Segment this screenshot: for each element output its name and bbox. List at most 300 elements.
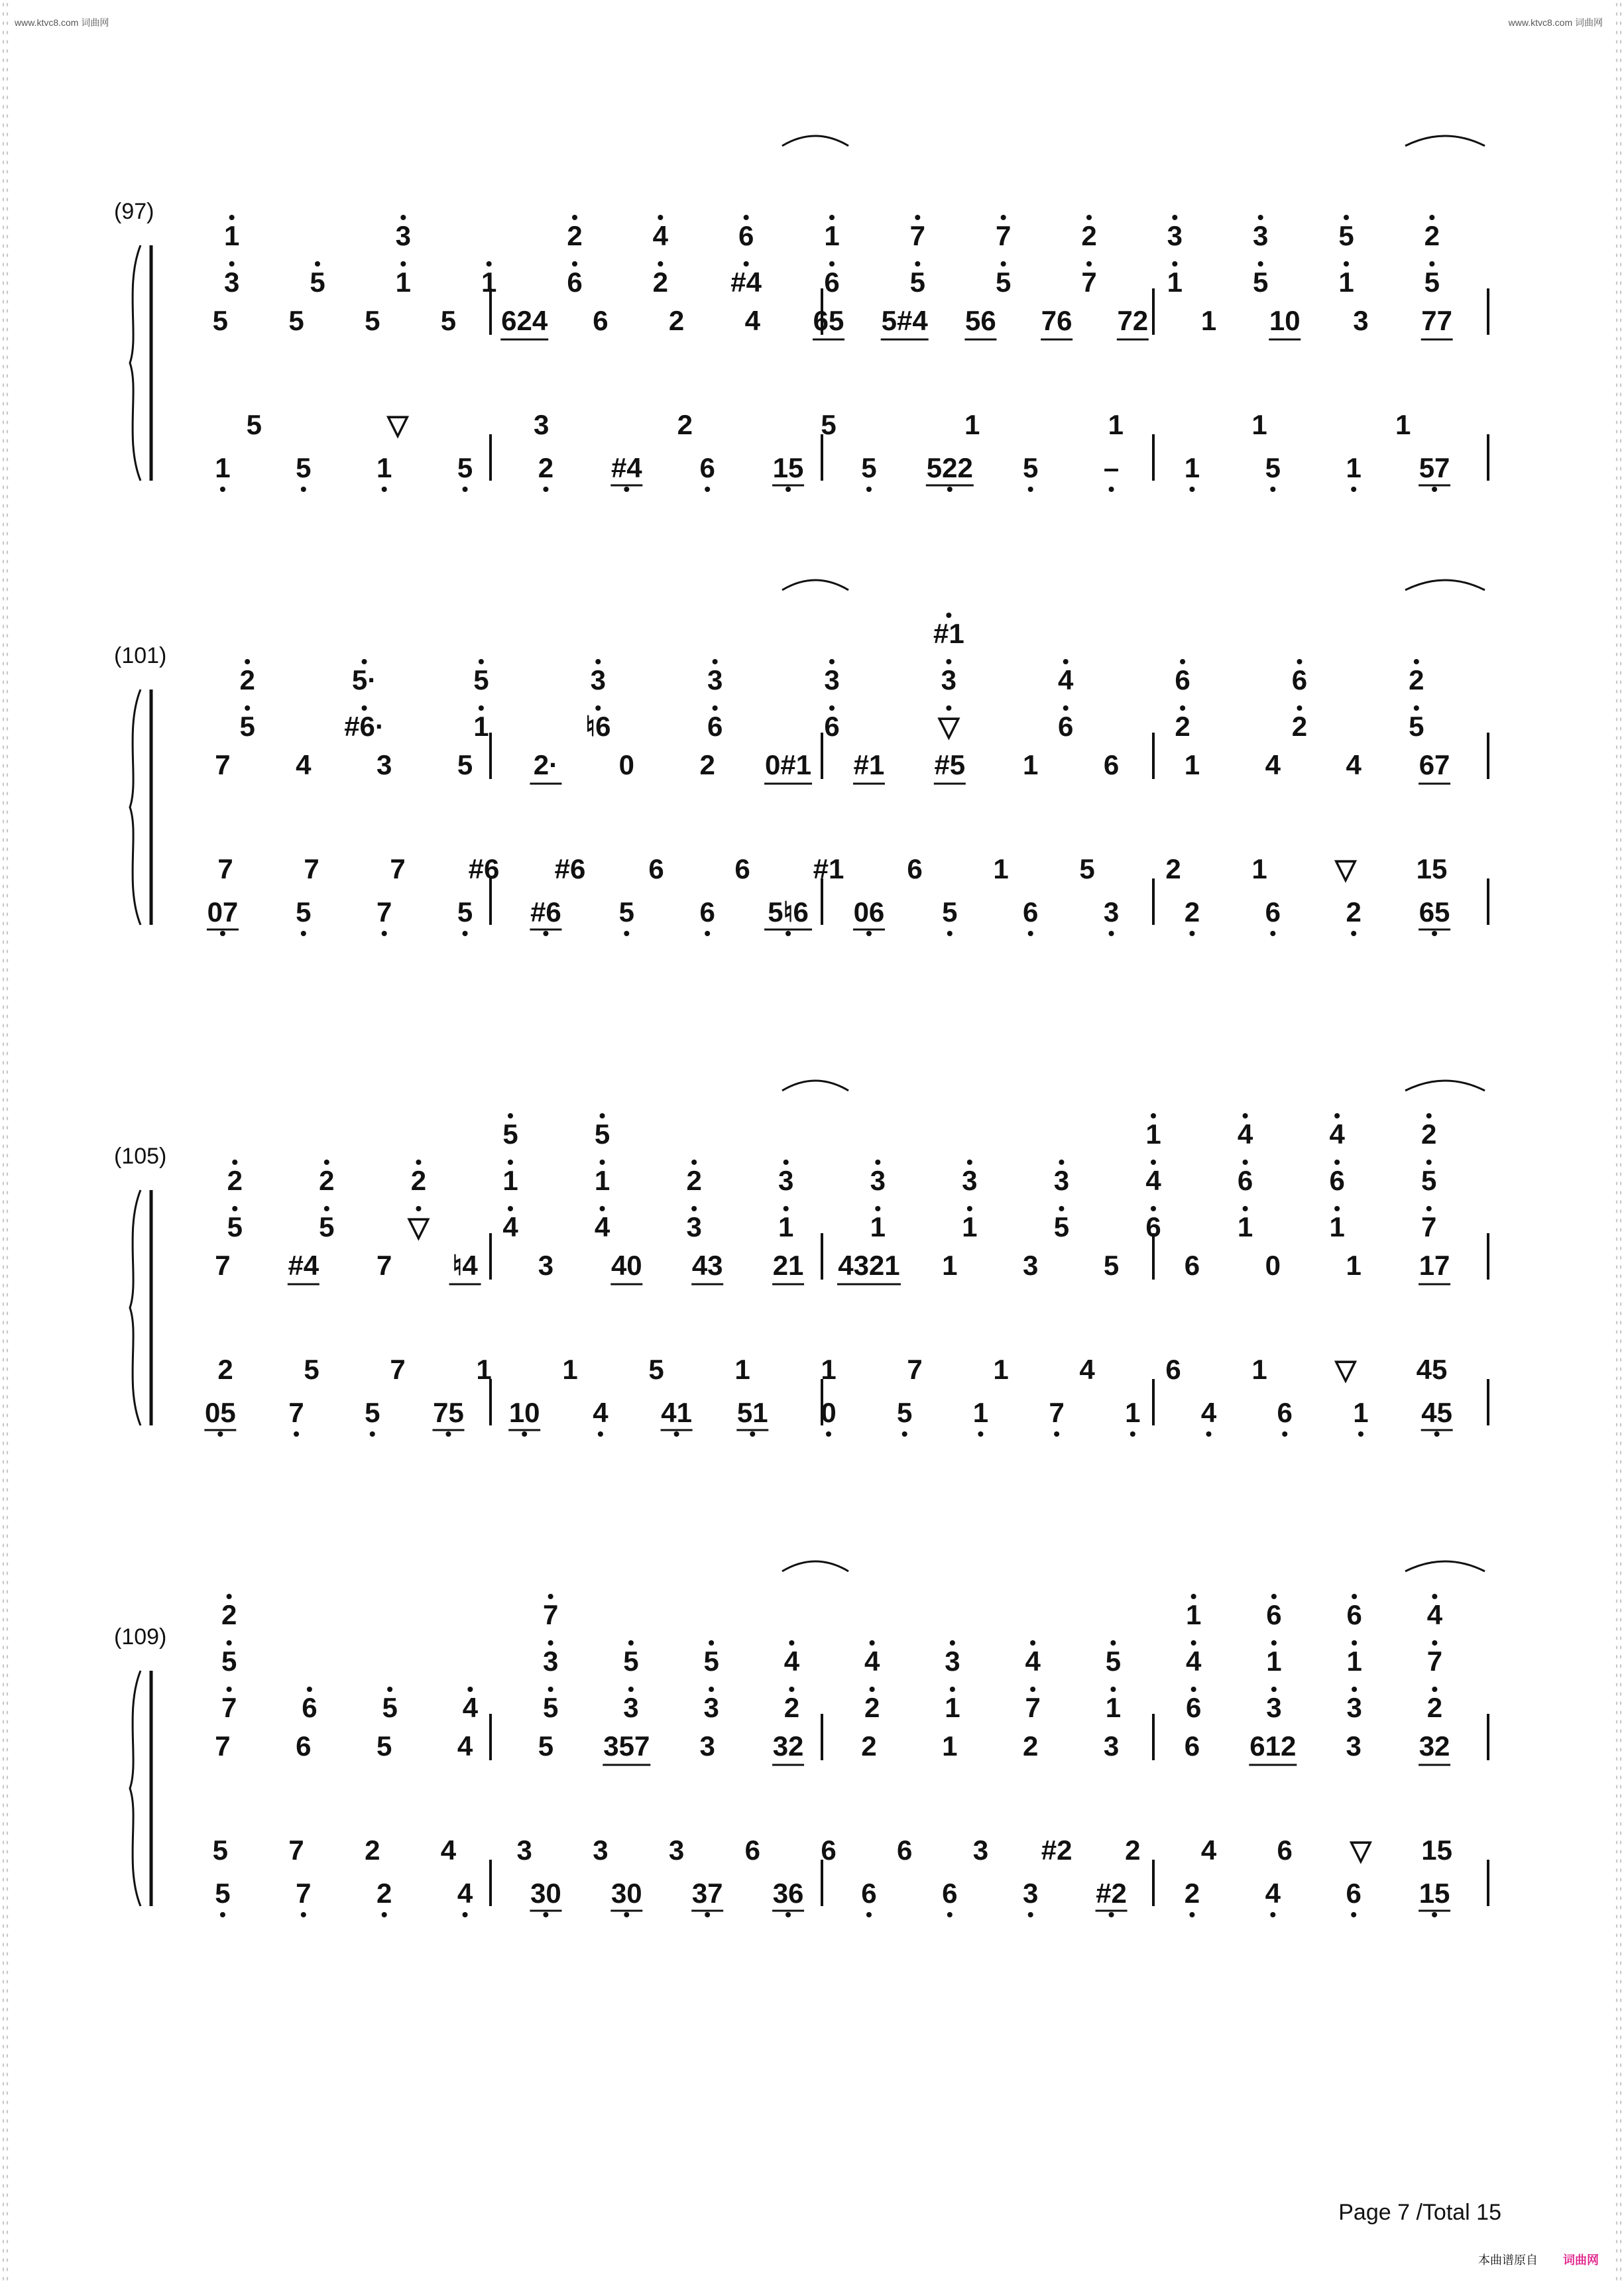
low-octave-dot: [1189, 931, 1194, 936]
octave-dot: [362, 705, 367, 711]
bass-note: 3: [1023, 1878, 1039, 1909]
bass-note: #4: [610, 452, 642, 483]
octave-dot: [400, 261, 406, 267]
octave-dot: [789, 1687, 794, 1692]
upper-chord-note: 6: [302, 1692, 318, 1723]
melody-note: 3: [1103, 1730, 1120, 1762]
octave-dot: [1297, 705, 1302, 711]
low-octave-dot: [866, 931, 872, 936]
upper-chord-note: 6: [1058, 711, 1074, 742]
low-octave-dot: [463, 931, 468, 936]
low-octave-dot: [1028, 931, 1033, 936]
melody-note: 21: [772, 1250, 804, 1281]
octave-dot: [1086, 261, 1092, 267]
bass-note: 5: [861, 452, 877, 483]
upper-chord-note: 3: [623, 1692, 639, 1723]
low-octave-dot: [1109, 931, 1114, 936]
bass-note: 4: [1265, 1878, 1281, 1909]
octave-dot: [232, 1206, 237, 1211]
upper-chord-note: 6: [738, 220, 754, 251]
lower-top-note: 1: [1251, 409, 1267, 440]
octave-dot: [1429, 261, 1434, 267]
low-octave-dot: [382, 931, 387, 936]
lower-top-note: 2: [1125, 1834, 1141, 1866]
upper-chord-note: 1: [481, 267, 497, 298]
melody-note: ♮4: [452, 1250, 478, 1281]
low-octave-dot: [624, 931, 629, 936]
octave-dot: [1429, 215, 1434, 220]
octave-dot: [595, 659, 601, 664]
bass-note: 5: [365, 1397, 380, 1428]
octave-dot: [508, 1113, 513, 1118]
octave-dot: [628, 1640, 634, 1646]
octave-dot: [1352, 1594, 1357, 1599]
upper-chord-note: 5: [227, 1211, 243, 1242]
low-octave-dot: [463, 487, 468, 492]
melody-note: #5: [934, 749, 966, 780]
upper-chord-note: 2: [1409, 664, 1424, 695]
lower-top-note: 15: [1416, 853, 1448, 884]
upper-chord-note: 1: [1338, 267, 1354, 298]
lower-top-note: 45: [1416, 1354, 1448, 1385]
bass-note: 5: [215, 1878, 231, 1909]
upper-chord-note: 2: [319, 1165, 335, 1196]
melody-note: 4: [1346, 749, 1362, 780]
octave-dot: [307, 1687, 312, 1692]
upper-chord-note: 7: [909, 220, 926, 251]
upper-chord-note: 5: [1424, 267, 1440, 298]
upper-chord-note: 7: [542, 1599, 559, 1630]
tie-arc: [1405, 136, 1485, 146]
upper-chord-note: 6: [1175, 664, 1190, 695]
lower-top-note: 3: [533, 409, 550, 440]
low-octave-dot: [220, 1912, 225, 1917]
brace: [130, 1671, 141, 1906]
bass-note: 5: [296, 452, 312, 483]
octave-dot: [1352, 1640, 1357, 1646]
low-octave-dot: [220, 487, 225, 492]
bass-note: 57: [1419, 452, 1450, 483]
upper-chord-note: 2: [1421, 1118, 1437, 1150]
tie-arc: [1405, 580, 1485, 590]
lower-top-note: 7: [288, 1834, 304, 1866]
upper-chord-note: 2: [686, 1165, 702, 1196]
low-octave-dot: [1109, 1912, 1114, 1917]
upper-chord-note: 6: [1291, 664, 1308, 695]
melody-note: 3: [1023, 1250, 1039, 1281]
melody-note: 7: [377, 1250, 392, 1281]
low-octave-dot: [1189, 1912, 1194, 1917]
bass-note: 6: [861, 1878, 877, 1909]
octave-dot: [1151, 1206, 1156, 1211]
octave-dot: [400, 215, 406, 220]
bass-note: 6: [1023, 896, 1039, 928]
octave-dot: [572, 215, 577, 220]
octave-dot: [1001, 215, 1006, 220]
lower-top-note: 2: [677, 409, 693, 440]
lower-top-note: 1: [1251, 853, 1267, 884]
melody-note: 5: [457, 749, 473, 780]
upper-chord-note: 2: [1081, 220, 1097, 251]
bass-note: 41: [661, 1397, 692, 1428]
octave-dot: [1001, 261, 1006, 267]
octave-dot: [1432, 1640, 1437, 1646]
low-octave-dot: [624, 487, 629, 492]
lower-top-note: ▽: [1334, 853, 1357, 884]
low-octave-dot: [947, 931, 953, 936]
bass-note: 4: [1200, 1397, 1217, 1428]
octave-dot: [548, 1687, 553, 1692]
upper-chord-note: 3: [962, 1165, 978, 1196]
octave-dot: [1432, 1687, 1437, 1692]
melody-note: 3: [377, 749, 392, 780]
low-octave-dot: [1028, 487, 1033, 492]
melody-note: 2: [861, 1730, 877, 1762]
melody-note: 10: [1269, 305, 1301, 336]
upper-chord-note: 4: [1426, 1599, 1443, 1630]
melody-note: 32: [772, 1730, 804, 1762]
bass-note: 1: [1125, 1397, 1141, 1428]
upper-chord-note: 1: [778, 1211, 794, 1242]
octave-dot: [946, 613, 951, 618]
melody-note: 1: [1346, 1250, 1362, 1281]
octave-dot: [1334, 1206, 1340, 1211]
low-octave-dot: [1351, 1912, 1356, 1917]
upper-chord-note: 2: [1175, 711, 1190, 742]
tie-arc: [1405, 1561, 1485, 1571]
bass-note: 65: [1419, 896, 1450, 928]
melody-note: 612: [1249, 1730, 1297, 1762]
bass-note: 37: [691, 1878, 723, 1909]
melody-note: 17: [1419, 1250, 1450, 1281]
melody-note: 5: [377, 1730, 392, 1762]
octave-dot: [1258, 215, 1263, 220]
tie-arc: [782, 580, 848, 590]
upper-chord-note: 1: [1346, 1646, 1362, 1677]
upper-chord-note: 1: [502, 1165, 518, 1196]
low-octave-dot: [1432, 1912, 1437, 1917]
octave-dot: [709, 1640, 714, 1646]
upper-chord-note: 3: [395, 220, 412, 251]
upper-chord-note: 3: [1266, 1692, 1282, 1723]
upper-chord-note: 2: [864, 1692, 880, 1723]
low-octave-dot: [866, 1912, 872, 1917]
upper-chord-note: 5: [239, 711, 255, 742]
upper-chord-note: ▽: [408, 1211, 430, 1242]
bass-note: 05: [204, 1397, 236, 1428]
low-octave-dot: [750, 1431, 755, 1437]
upper-chord-note: 1: [1185, 1599, 1202, 1630]
low-octave-dot: [624, 1912, 629, 1917]
octave-dot: [1110, 1687, 1116, 1692]
low-octave-dot: [1270, 1912, 1275, 1917]
bass-note: 30: [610, 1878, 642, 1909]
lower-top-note: 6: [821, 1834, 837, 1866]
bass-note: 36: [772, 1878, 804, 1909]
bass-note: 2: [538, 452, 554, 483]
lower-top-note: 2: [365, 1834, 380, 1866]
tie-arc: [782, 136, 848, 146]
lower-top-note: 5: [212, 1834, 229, 1866]
melody-note: 2: [1023, 1730, 1039, 1762]
octave-dot: [1172, 261, 1177, 267]
upper-chord-note: 3: [590, 664, 606, 695]
measure-number: (105): [114, 1144, 167, 1169]
octave-dot: [362, 659, 367, 664]
octave-dot: [829, 215, 835, 220]
low-octave-dot: [598, 1431, 603, 1437]
lower-top-note: 6: [1165, 1354, 1181, 1385]
upper-chord-note: 3: [1252, 220, 1269, 251]
low-octave-dot: [785, 487, 791, 492]
melody-note: 4: [296, 749, 312, 780]
octave-dot: [1334, 1113, 1340, 1118]
melody-note: 7: [215, 1250, 231, 1281]
melody-note: 0#1: [765, 749, 812, 780]
lower-top-note: 1: [1108, 409, 1124, 440]
upper-chord-note: 5: [995, 267, 1012, 298]
low-octave-dot: [1109, 487, 1114, 492]
upper-chord-note: 2: [410, 1165, 427, 1196]
octave-dot: [950, 1640, 955, 1646]
upper-chord-note: 3: [941, 664, 957, 695]
upper-chord-note: ♮6: [585, 711, 611, 742]
melody-note: 1: [1023, 749, 1039, 780]
upper-chord-note: 7: [1081, 267, 1097, 298]
low-octave-dot: [543, 931, 548, 936]
low-octave-dot: [1054, 1431, 1059, 1437]
melody-note: 6: [296, 1730, 312, 1762]
bass-note: 1: [1346, 452, 1362, 483]
octave-dot: [691, 1160, 697, 1165]
low-octave-dot: [1270, 487, 1275, 492]
upper-chord-note: 5: [909, 267, 926, 298]
bass-note: 3: [1103, 896, 1120, 928]
upper-chord-note: 5: [594, 1118, 610, 1150]
octave-dot: [1063, 705, 1069, 711]
low-octave-dot: [301, 931, 306, 936]
upper-chord-note: 2: [227, 1165, 243, 1196]
lower-top-note: 5: [648, 1354, 664, 1385]
upper-chord-note: 1: [594, 1165, 610, 1196]
low-octave-dot: [1358, 1431, 1363, 1437]
octave-dot: [1432, 1594, 1437, 1599]
upper-chord-note: 5: [221, 1646, 237, 1677]
lower-top-note: 6: [648, 853, 664, 884]
low-octave-dot: [826, 1431, 831, 1437]
lower-top-note: 3: [593, 1834, 609, 1866]
octave-dot: [658, 215, 663, 220]
upper-chord-note: 3: [223, 267, 240, 298]
upper-chord-note: 4: [652, 220, 669, 251]
octave-dot: [479, 705, 484, 711]
octave-dot: [1334, 1160, 1340, 1165]
upper-chord-note: 3: [542, 1646, 559, 1677]
octave-dot: [1191, 1594, 1196, 1599]
system-canvas: [0, 1064, 1624, 1475]
octave-dot: [946, 705, 951, 711]
low-octave-dot: [705, 931, 710, 936]
bass-note: 15: [1419, 1878, 1450, 1909]
low-octave-dot: [705, 1912, 710, 1917]
octave-dot: [1030, 1640, 1035, 1646]
bass-note: 1: [1184, 452, 1200, 483]
octave-dot: [572, 261, 577, 267]
lower-top-note: 6: [897, 1834, 913, 1866]
octave-dot: [229, 215, 235, 220]
upper-chord-note: 6: [824, 267, 840, 298]
bass-note: 06: [853, 896, 885, 928]
bass-note: 1: [1353, 1397, 1369, 1428]
octave-dot: [1258, 261, 1263, 267]
octave-dot: [1243, 1113, 1248, 1118]
upper-chord-note: #1: [933, 618, 964, 649]
lower-top-note: 6: [734, 853, 750, 884]
upper-chord-note: 6: [1329, 1165, 1345, 1196]
octave-dot: [416, 1160, 421, 1165]
octave-dot: [1426, 1160, 1432, 1165]
low-octave-dot: [445, 1431, 451, 1437]
upper-chord-note: 1: [1105, 1692, 1122, 1723]
upper-chord-note: 1: [1329, 1211, 1345, 1242]
melody-note: 1: [1184, 749, 1200, 780]
octave-dot: [870, 1640, 875, 1646]
header-site-left: www.ktvc8.com 词曲网: [15, 17, 109, 28]
octave-dot: [628, 1687, 634, 1692]
bass-note: 5♮6: [768, 896, 809, 928]
octave-dot: [967, 1206, 972, 1211]
low-octave-dot: [1434, 1431, 1440, 1437]
lower-top-note: ▽: [1334, 1354, 1357, 1385]
upper-chord-note: 1: [1167, 267, 1183, 298]
bass-note: 75: [433, 1397, 464, 1428]
low-octave-dot: [866, 487, 872, 492]
bass-note: 15: [772, 452, 804, 483]
octave-dot: [487, 261, 492, 267]
melody-note: 7: [215, 749, 231, 780]
upper-chord-note: 3: [1167, 220, 1183, 251]
octave-dot: [1271, 1594, 1277, 1599]
lower-top-note: 6: [907, 853, 923, 884]
footer-source-label: 本曲谱原自: [1478, 2254, 1538, 2267]
brace: [130, 1190, 141, 1425]
low-octave-dot: [1206, 1431, 1212, 1437]
upper-chord-note: 4: [594, 1211, 610, 1242]
octave-dot: [658, 261, 663, 267]
upper-chord-note: 7: [995, 220, 1012, 251]
melody-note: 2: [668, 305, 685, 336]
low-octave-dot: [294, 1431, 299, 1437]
upper-chord-note: 4: [1145, 1165, 1161, 1196]
low-octave-dot: [674, 1431, 679, 1437]
bass-note: 5: [942, 896, 958, 928]
octave-dot: [709, 1687, 714, 1692]
upper-chord-note: 3: [1053, 1165, 1070, 1196]
lower-top-note: ▽: [1350, 1834, 1372, 1866]
low-octave-dot: [220, 931, 225, 936]
lower-top-note: 4: [440, 1834, 457, 1866]
upper-chord-note: 4: [1329, 1118, 1345, 1150]
lower-top-note: 2: [1165, 853, 1181, 884]
bass-note: 51: [736, 1397, 768, 1428]
lower-top-note: 1: [476, 1354, 492, 1385]
melody-note: 3: [699, 1730, 715, 1762]
octave-dot: [1344, 215, 1349, 220]
melody-note: 4: [1265, 749, 1281, 780]
melody-note: 1: [942, 1250, 958, 1281]
bass-note: 7: [296, 1878, 312, 1909]
melody-note: 5: [212, 305, 229, 336]
melody-note: 5: [538, 1730, 554, 1762]
melody-note: 5: [440, 305, 457, 336]
melody-note: 43: [691, 1250, 723, 1281]
measure-number: (101): [114, 643, 167, 668]
lower-top-note: #6: [554, 853, 586, 884]
bass-note: 4: [457, 1878, 473, 1909]
bass-note: #6: [530, 896, 561, 928]
melody-note: 6: [593, 305, 609, 336]
octave-dot: [744, 215, 749, 220]
melody-note: 7: [215, 1730, 231, 1762]
low-octave-dot: [1189, 487, 1194, 492]
upper-chord-note: 7: [1421, 1211, 1437, 1242]
lower-top-note: 5: [1079, 853, 1095, 884]
octave-dot: [744, 261, 749, 267]
octave-dot: [600, 1160, 605, 1165]
upper-chord-note: 4: [1058, 664, 1074, 695]
octave-dot: [1426, 1206, 1432, 1211]
bass-note: 10: [508, 1397, 540, 1428]
melody-note: 3: [538, 1250, 554, 1281]
melody-note: 65: [813, 305, 844, 336]
upper-chord-note: 4: [502, 1211, 518, 1242]
page-indicator: Page 7 /Total 15: [1338, 2200, 1501, 2225]
bass-note: 6: [1346, 1878, 1362, 1909]
upper-chord-note: 5: [1252, 267, 1269, 298]
octave-dot: [232, 1160, 237, 1165]
upper-chord-note: 6: [1237, 1165, 1253, 1196]
upper-chord-note: 3: [1346, 1692, 1362, 1723]
low-octave-dot: [947, 487, 953, 492]
bass-note: 2: [1184, 896, 1200, 928]
upper-chord-note: 7: [1025, 1692, 1041, 1723]
measure-number: (97): [114, 199, 154, 224]
octave-dot: [1151, 1113, 1156, 1118]
upper-chord-note: 6: [567, 267, 583, 298]
upper-chord-note: 1: [473, 711, 489, 742]
upper-chord-note: 5: [502, 1118, 518, 1150]
octave-dot: [467, 1687, 473, 1692]
melody-note: 6: [1184, 1730, 1200, 1762]
low-octave-dot: [382, 1912, 387, 1917]
lower-top-note: 7: [304, 853, 319, 884]
upper-chord-note: 4: [783, 1646, 800, 1677]
measure-number: (109): [114, 1624, 167, 1650]
melody-note: 3: [1346, 1730, 1362, 1762]
lower-top-note: 2: [217, 1354, 233, 1385]
octave-dot: [915, 261, 920, 267]
upper-chord-note: 2: [1291, 711, 1308, 742]
upper-chord-note: 2: [783, 1692, 800, 1723]
bass-note: 5: [897, 1397, 913, 1428]
bass-note: 5: [457, 896, 473, 928]
octave-dot: [829, 659, 835, 664]
bass-note: 45: [1421, 1397, 1453, 1428]
lower-top-note: 1: [964, 409, 980, 440]
melody-note: 624: [501, 305, 548, 336]
upper-chord-note: 2: [652, 267, 669, 298]
upper-chord-note: 4: [462, 1692, 479, 1723]
